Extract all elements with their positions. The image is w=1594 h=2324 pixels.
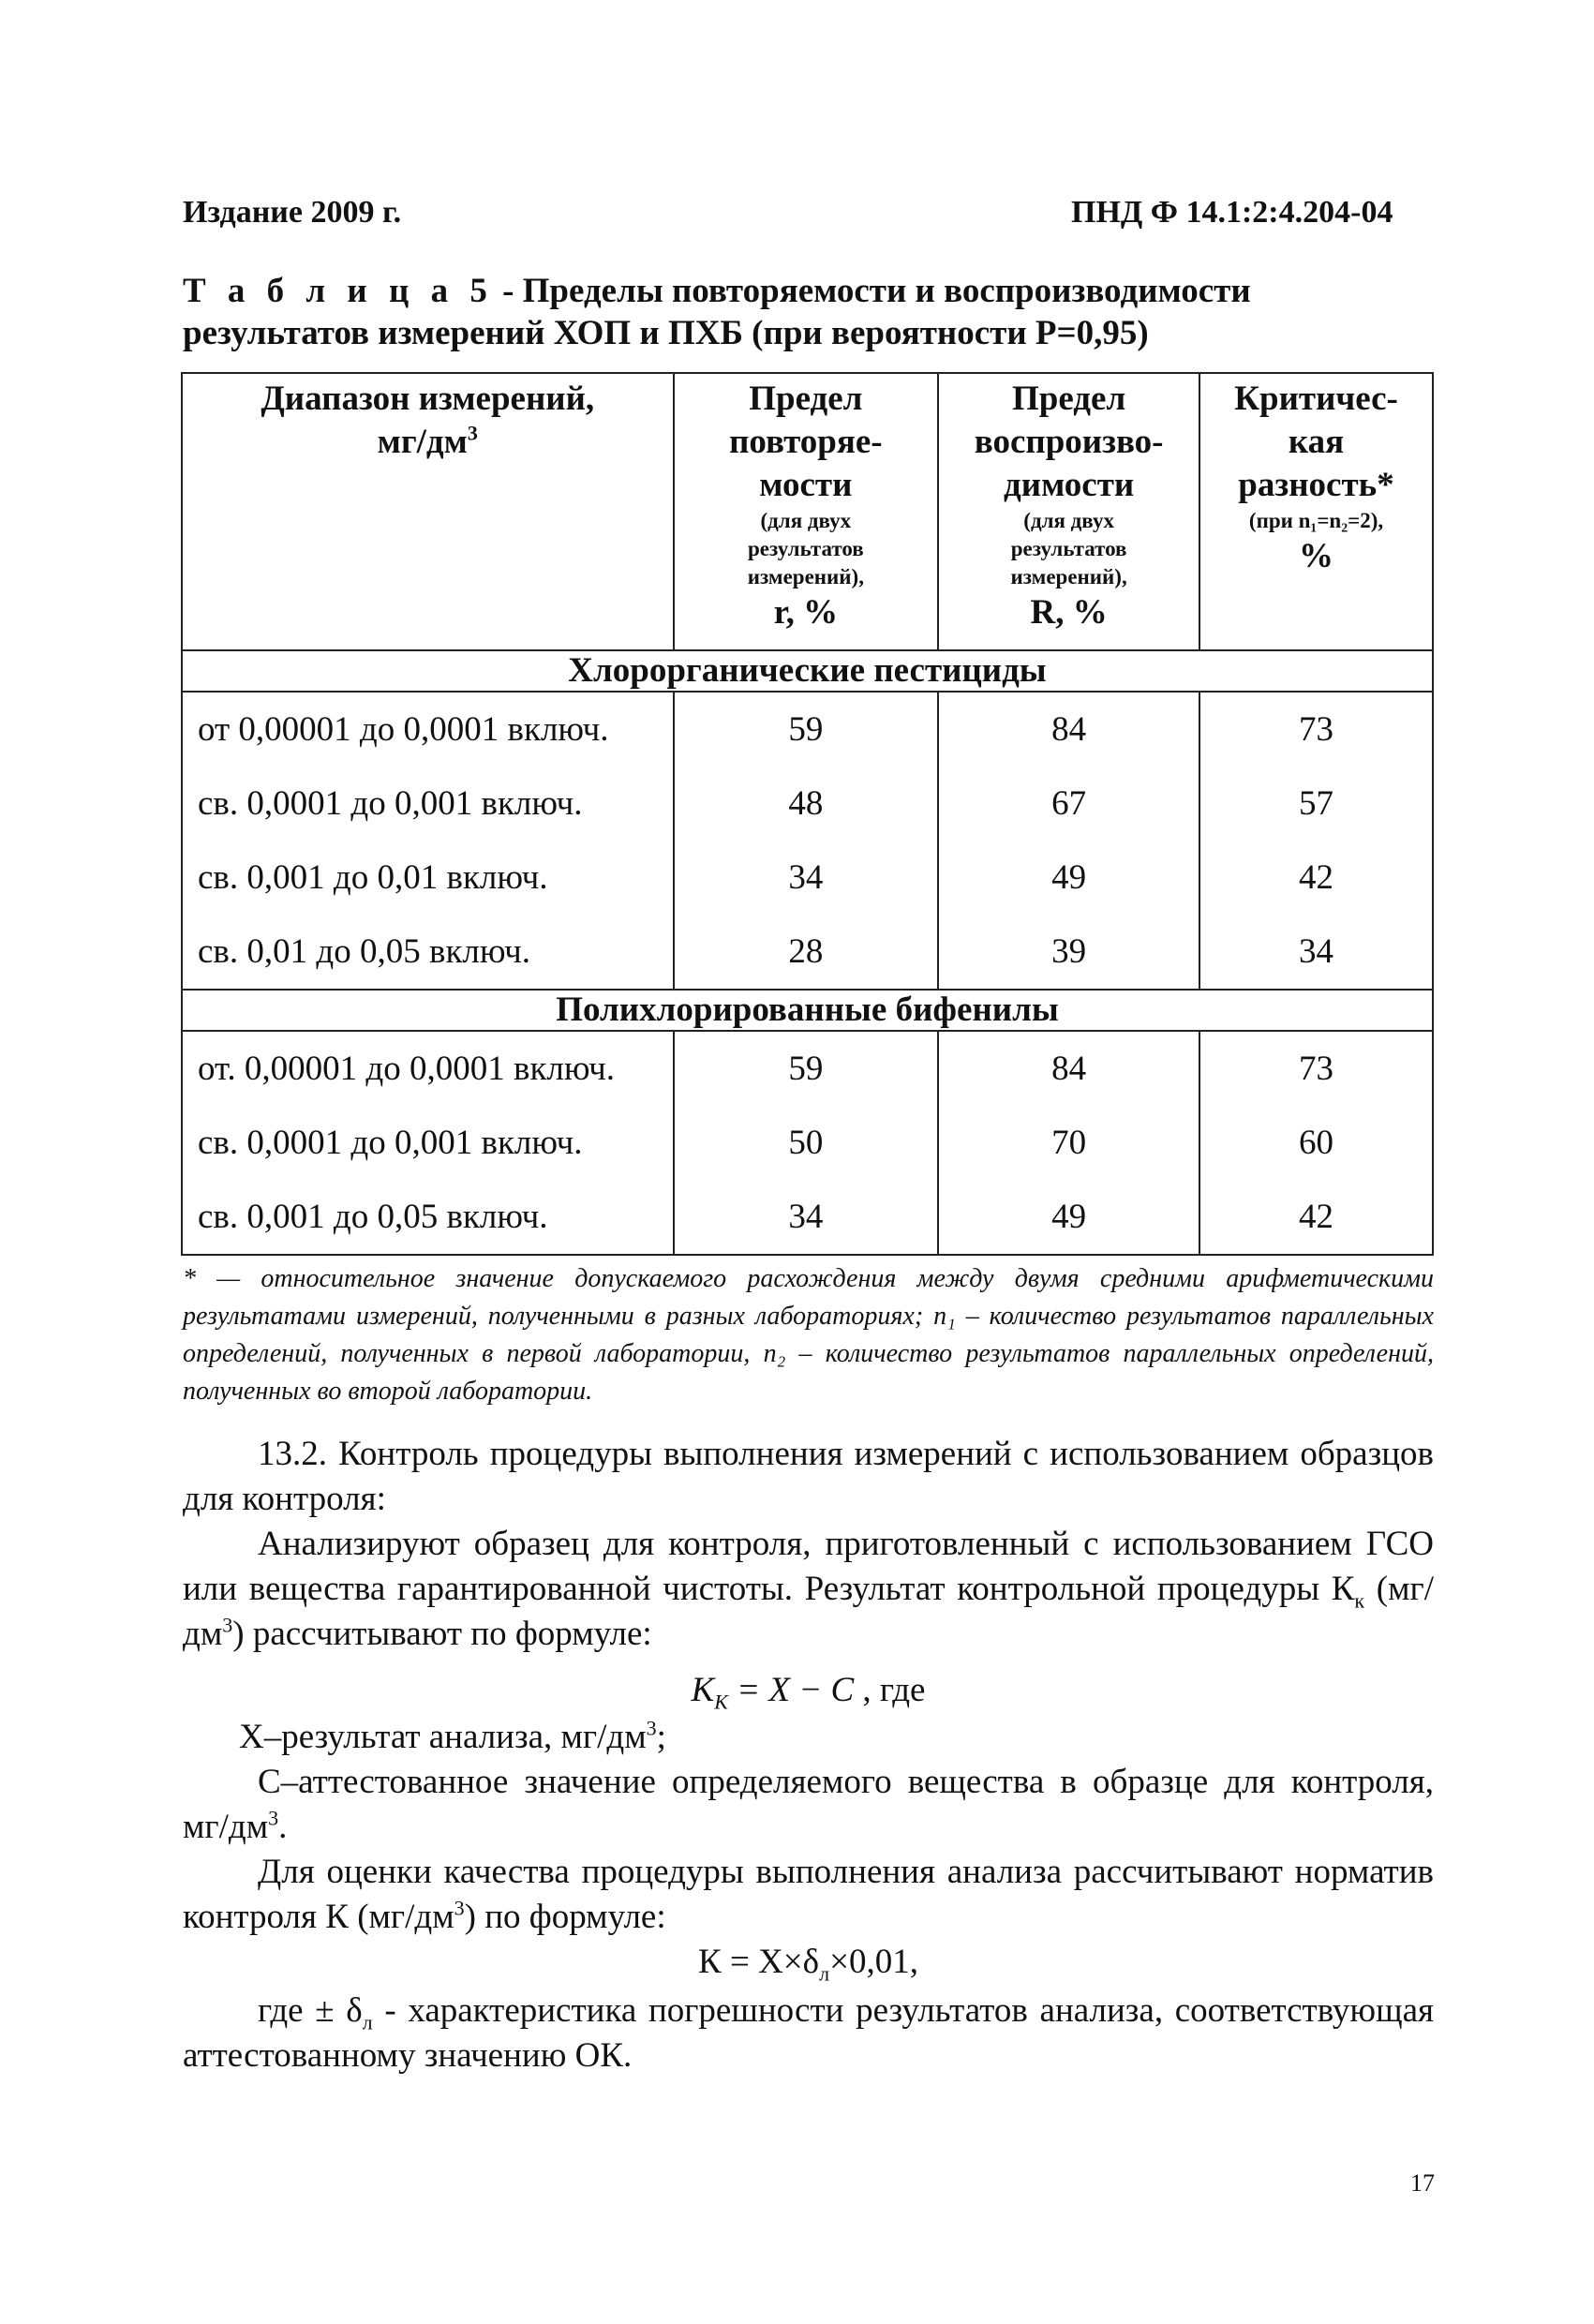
formula-kk-lhs: K — [691, 1671, 715, 1709]
table-row — [182, 767, 1433, 841]
p2-text-c: ) рассчитывают по формуле: — [232, 1615, 652, 1653]
range-cell: св. 0,001 до 0,01 включ. — [182, 841, 674, 915]
table-row — [182, 1180, 1433, 1255]
range-cell: св. 0,01 до 0,05 включ. — [182, 915, 674, 990]
p4-text-b: - характеристика погрешности результатов анализа, соответствующая аттестованному значению ОК. — [183, 1991, 1435, 2075]
formula-kk-rhs: = X − C — [727, 1671, 855, 1709]
r-value: 28 — [674, 915, 939, 990]
document-code: ПНД Ф 14.1:2:4.204-04 — [1071, 195, 1393, 230]
table-title — [183, 270, 1401, 354]
r-value: 34 — [674, 841, 939, 915]
formula-k-sub: л — [819, 1961, 830, 1986]
R-value: 70 — [938, 1106, 1199, 1180]
formula-kk — [183, 1668, 1434, 1713]
r-value: 48 — [674, 767, 939, 841]
table-row — [182, 915, 1433, 990]
header-reproducibility — [938, 373, 1199, 650]
R-value: 49 — [938, 841, 1199, 915]
range-cell: от 0,00001 до 0,0001 включ. — [182, 692, 674, 767]
formula-k-b: ×0,01, — [829, 1943, 918, 1981]
range-cell: св. 0,0001 до 0,001 включ. — [182, 1106, 674, 1180]
formula-kk-where: , где — [854, 1671, 926, 1709]
formula-k-a: К = Х×δ — [698, 1943, 820, 1981]
header-repeatability-main: Предел повторяе-мости — [729, 380, 883, 504]
R-value: 67 — [938, 767, 1199, 841]
header-repeatability-small: (для двух результатов измерений), — [747, 509, 864, 588]
table-footnote: * — относительное значение допускаемого расхождения между двумя средними арифметическими результатами измерений, полученными в разных лабораториях; n₁ – количество результатов параллельных определений, полученных в первой лаборатории, n₂ – количество результатов параллельных определений, полученных во второй лаборатории. — [183, 1264, 1434, 1406]
header-range-sup: 3 — [467, 421, 478, 445]
paragraph-13-2: 13.2. Контроль процедуры выполнения измерений с использованием образцов для контроля: — [183, 1435, 1434, 1518]
c-def-sup: 3 — [268, 1806, 279, 1830]
header-range-main: Диапазон измерений, — [261, 380, 595, 418]
header-reproducibility-symbol: R, % — [1030, 593, 1108, 632]
crit-value: 42 — [1199, 1180, 1433, 1255]
r-value: 34 — [674, 1180, 939, 1255]
crit-value: 73 — [1199, 692, 1433, 767]
formula-kk-sub: K — [714, 1690, 728, 1714]
table-row — [182, 1106, 1433, 1180]
r-value: 59 — [674, 692, 939, 767]
p3-text: Для оценки качества процедуры выполнения анализа рассчитывают норматив контроля К (мг/дм — [183, 1853, 1434, 1936]
p2-sup: 3 — [222, 1613, 233, 1637]
edition-label: Издание 2009 г. — [183, 195, 402, 230]
R-value: 49 — [938, 1180, 1199, 1255]
section-title: Полихлорированные бифенилы — [182, 990, 1433, 1031]
header-critical-symbol: % — [1299, 537, 1334, 575]
r-value: 50 — [674, 1106, 939, 1180]
header-reproducibility-main: Предел воспроизво-димости — [974, 380, 1164, 504]
x-def-end: ; — [656, 1718, 666, 1756]
c-def-end: . — [278, 1808, 288, 1846]
crit-value: 34 — [1199, 915, 1433, 990]
x-def-text: Х–результат анализа, мг/дм — [239, 1718, 647, 1756]
p3-text-b: ) по формуле: — [464, 1898, 666, 1936]
p3-sup: 3 — [454, 1896, 465, 1920]
crit-value: 57 — [1199, 767, 1433, 841]
header-repeatability — [674, 373, 939, 650]
r-value: 59 — [674, 1031, 939, 1106]
p4-text: где ± δ — [258, 1991, 363, 2030]
table-row — [182, 692, 1433, 767]
header-repeatability-symbol: r, % — [773, 593, 839, 632]
range-cell: от. 0,00001 до 0,0001 включ. — [182, 1031, 674, 1106]
header-critical-main: Критичес-кая разность* — [1234, 380, 1398, 504]
R-value: 39 — [938, 915, 1199, 990]
range-cell: св. 0,001 до 0,05 включ. — [182, 1180, 674, 1255]
section-row-pesticides — [182, 650, 1433, 692]
p2-text: Анализируют образец для контроля, приготовленный с использованием ГСО или вещества гарантированной чистоты. Результат контрольной процедуры К — [183, 1525, 1434, 1608]
header-range-unit: мг/дм — [377, 423, 468, 461]
c-definition — [183, 1760, 1434, 1850]
table-header-row — [182, 373, 1433, 650]
header-critical-small: (при n₁=n₂=2), — [1248, 509, 1384, 532]
table-title-line2: результатов измерений ХОП и ПХБ (при вероятности Р=0,95) — [183, 314, 1149, 352]
R-value: 84 — [938, 1031, 1199, 1106]
table-title-prefix: Т а б л и ц а 5 — [183, 272, 494, 310]
crit-value: 73 — [1199, 1031, 1433, 1106]
crit-value: 42 — [1199, 841, 1433, 915]
header-range — [182, 373, 674, 650]
crit-value: 60 — [1199, 1106, 1433, 1180]
table-row — [182, 841, 1433, 915]
section-title: Хлорорганические пестициды — [182, 650, 1433, 692]
x-def-sup: 3 — [646, 1716, 657, 1740]
p2-sub: к — [1354, 1588, 1365, 1613]
formula-k — [183, 1940, 1434, 1985]
p2-text-b: (мг/дм — [183, 1570, 1434, 1653]
table-row — [182, 1031, 1433, 1106]
paragraph-norm — [183, 1850, 1434, 1940]
p4-sub: л — [362, 2010, 373, 2034]
range-cell: св. 0,0001 до 0,001 включ. — [182, 767, 674, 841]
x-definition — [183, 1715, 1434, 1760]
paragraph-where-delta — [183, 1989, 1434, 2078]
header-critical-difference — [1199, 373, 1433, 650]
precision-table — [181, 372, 1434, 1256]
table-title-rest: - Пределы повторяемости и воспроизводимости — [493, 272, 1251, 310]
header-reproducibility-small: (для двух результатов измерений), — [1010, 509, 1127, 588]
paragraph-analysis — [183, 1522, 1434, 1657]
page-number: 17 — [1410, 2169, 1435, 2197]
R-value: 84 — [938, 692, 1199, 767]
c-def-text: С–аттестованное значение определяемого вещества в образце для контроля, мг/дм — [183, 1763, 1434, 1846]
section-row-pcb — [182, 990, 1433, 1031]
